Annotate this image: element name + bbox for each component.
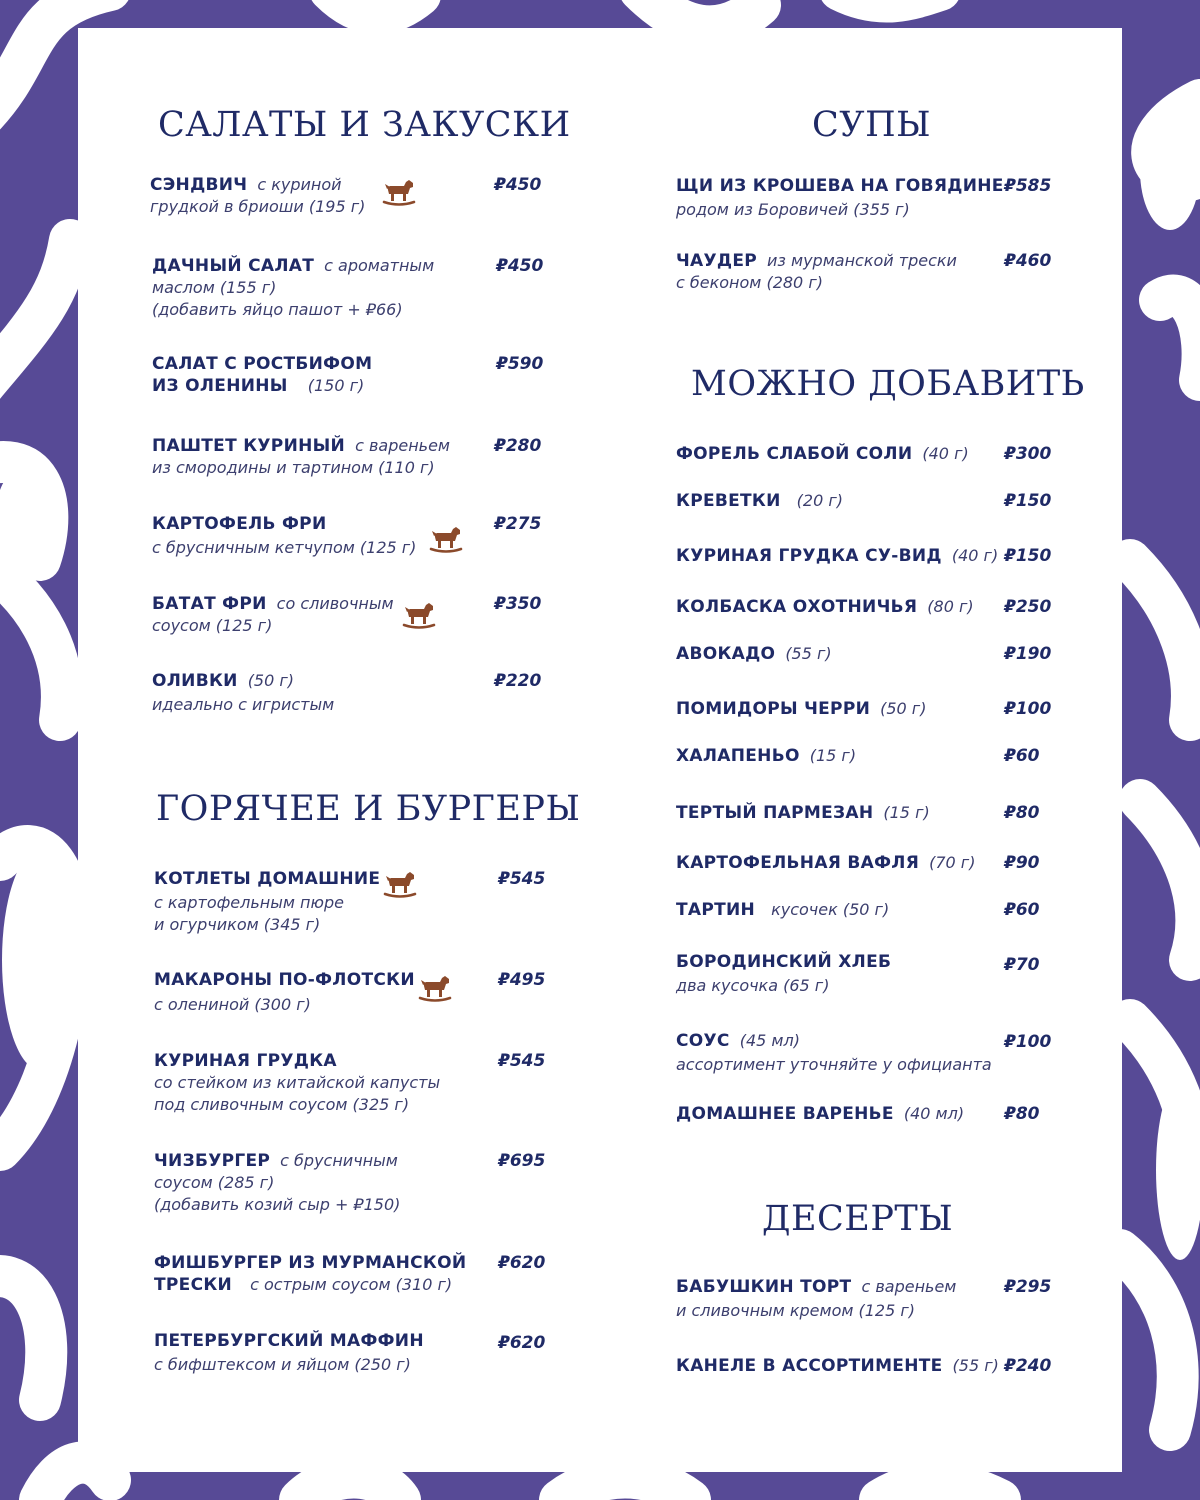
item-name: СОУС [676, 1031, 730, 1051]
item-desc: (45 мл) [739, 1031, 800, 1050]
rocking-horse-icon [429, 523, 463, 553]
menu-item [154, 1050, 440, 1116]
item-detail: под сливочным соусом (325 г) [154, 1095, 410, 1114]
menu-item [154, 969, 415, 1016]
item-desc: со сливочным [276, 594, 394, 613]
item-name: КРЕВЕТКИ [676, 491, 781, 511]
menu-item [676, 951, 891, 997]
item-desc: (40 мл) [903, 1104, 965, 1123]
item-price: ₽450 [494, 175, 542, 195]
item-price: ₽240 [1004, 1356, 1052, 1376]
menu-item [676, 745, 856, 767]
item-name: ЩИ ИЗ КРОШЕВА НА ГОВЯДИНЕ [676, 176, 1004, 196]
rocking-horse-icon [382, 176, 416, 206]
item-price: ₽590 [496, 354, 544, 374]
item-desc: (55 г) [785, 644, 832, 663]
item-price: ₽275 [494, 514, 542, 534]
item-detail: родом из Боровичей (355 г) [676, 200, 910, 219]
menu-item [152, 670, 334, 716]
menu-item [676, 899, 889, 921]
item-name: ФИШБУРГЕР ИЗ МУРМАНСКОЙ [154, 1253, 467, 1273]
item-price: ₽80 [1004, 803, 1040, 823]
item-detail: с картофельным пюре [154, 893, 344, 912]
item-price: ₽620 [498, 1333, 546, 1353]
item-addon-note: (добавить козий сыр + ₽150) [154, 1195, 401, 1214]
menu-item [154, 1330, 424, 1376]
item-price: ₽300 [1004, 444, 1052, 464]
menu-item [152, 353, 372, 397]
item-price: ₽150 [1004, 491, 1052, 511]
rocking-horse-icon [418, 972, 452, 1002]
item-price: ₽100 [1004, 699, 1052, 719]
item-name: КУРИНАЯ ГРУДКА [154, 1051, 337, 1071]
item-name-line2: ИЗ ОЛЕНИНЫ [152, 376, 288, 396]
item-detail: с беконом (280 г) [676, 273, 823, 292]
item-name: КАРТОФЕЛЬ ФРИ [152, 514, 327, 534]
item-name: АВОКАДО [676, 644, 776, 664]
section-title-addons: МОЖНО ДОБАВИТЬ [691, 364, 1085, 404]
menu-item [676, 443, 969, 465]
item-name: ОЛИВКИ [152, 671, 238, 691]
item-price: ₽60 [1004, 900, 1040, 920]
item-detail: идеально с игристым [152, 695, 335, 714]
section-title-salads: САЛАТЫ И ЗАКУСКИ [158, 105, 571, 145]
item-detail: два кусочка (65 г) [676, 976, 830, 995]
item-price: ₽280 [494, 436, 542, 456]
item-detail: соусом (285 г) [154, 1173, 275, 1192]
menu-item [676, 596, 974, 618]
item-price: ₽190 [1004, 644, 1052, 664]
menu-item [152, 513, 416, 559]
item-detail: из смородины и тартином (110 г) [152, 458, 435, 477]
item-price: ₽90 [1004, 853, 1040, 873]
item-desc: с ароматным [324, 256, 435, 275]
menu-item [676, 1355, 999, 1377]
item-name: САЛАТ С РОСТБИФОМ [152, 354, 373, 374]
item-name: КОЛБАСКА ОХОТНИЧЬЯ [676, 597, 918, 617]
item-price: ₽70 [1004, 955, 1040, 975]
item-detail: ассортимент уточняйте у официанта [676, 1055, 992, 1074]
item-name: ДОМАШНЕЕ ВАРЕНЬЕ [676, 1104, 894, 1124]
section-title-desserts: ДЕСЕРТЫ [762, 1199, 954, 1239]
item-desc: с острым соусом (310 г) [250, 1275, 453, 1294]
menu-item [676, 1030, 992, 1076]
menu-item [152, 255, 434, 321]
item-name: КОТЛЕТЫ ДОМАШНИЕ [154, 869, 381, 889]
item-price: ₽695 [498, 1151, 546, 1171]
item-name: ФОРЕЛЬ СЛАБОЙ СОЛИ [676, 444, 913, 464]
item-price: ₽100 [1004, 1032, 1052, 1052]
menu-item [676, 643, 832, 665]
item-detail: и сливочным кремом (125 г) [676, 1301, 916, 1320]
item-desc: с вареньем [861, 1277, 957, 1296]
item-price: ₽545 [498, 1051, 546, 1071]
item-name: КАНЕЛЕ В АССОРТИМЕНТЕ [676, 1356, 943, 1376]
item-name: МАКАРОНЫ ПО-ФЛОТСКИ [154, 970, 415, 990]
item-name: ДАЧНЫЙ САЛАТ [152, 256, 315, 276]
item-detail: с олениной (300 г) [154, 995, 311, 1014]
menu-item [676, 852, 975, 874]
item-desc: с куриной [257, 175, 342, 194]
menu-item [676, 250, 957, 294]
menu-item [152, 593, 394, 637]
item-price: ₽80 [1004, 1104, 1040, 1124]
menu-item [676, 175, 1004, 221]
section-title-soups: СУПЫ [812, 105, 932, 145]
item-name: ПЕТЕРБУРГСКИЙ МАФФИН [154, 1331, 424, 1351]
item-name: ТЕРТЫЙ ПАРМЕЗАН [676, 803, 874, 823]
item-desc: (40 г) [922, 444, 969, 463]
item-name: ЧИЗБУРГЕР [154, 1151, 271, 1171]
item-desc: из мурманской трески [767, 251, 957, 270]
item-price: ₽545 [498, 869, 546, 889]
item-detail: с брусничным кетчупом (125 г) [152, 538, 417, 557]
item-desc: с брусничным [280, 1151, 398, 1170]
section-title-hot: ГОРЯЧЕЕ И БУРГЕРЫ [156, 789, 581, 829]
rocking-horse-icon [383, 868, 417, 898]
menu-item [676, 545, 998, 567]
item-desc: (15 г) [809, 746, 857, 765]
item-price: ₽220 [494, 671, 542, 691]
menu-item [152, 435, 450, 479]
item-desc: (50 г) [880, 699, 927, 718]
item-price: ₽585 [1004, 176, 1052, 196]
item-detail: соусом (125 г) [152, 616, 273, 635]
item-detail: с бифштексом и яйцом (250 г) [154, 1355, 411, 1374]
item-desc: (50 г) [247, 671, 295, 690]
menu-item [154, 868, 380, 936]
item-name: КАРТОФЕЛЬНАЯ ВАФЛЯ [676, 853, 920, 873]
item-price: ₽350 [494, 594, 542, 614]
menu-item [676, 1276, 956, 1322]
item-name: ПОМИДОРЫ ЧЕРРИ [676, 699, 871, 719]
item-name: ЧАУДЕР [676, 251, 758, 271]
item-desc: (40 г) [951, 546, 999, 565]
item-price: ₽250 [1004, 597, 1052, 617]
item-desc: (150 г) [307, 376, 365, 395]
item-name: КУРИНАЯ ГРУДКА СУ-ВИД [676, 546, 942, 566]
item-name: БАТАТ ФРИ [152, 594, 267, 614]
item-name-line2: ТРЕСКИ [154, 1275, 233, 1295]
item-detail: и огурчиком (345 г) [154, 915, 321, 934]
item-price: ₽295 [1004, 1277, 1052, 1297]
item-name: ПАШТЕТ КУРИНЫЙ [152, 436, 346, 456]
item-name: БАБУШКИН ТОРТ [676, 1277, 852, 1297]
item-detail: грудкой в бриоши (195 г) [150, 197, 366, 216]
item-name: БОРОДИНСКИЙ ХЛЕБ [676, 952, 892, 972]
item-desc: (70 г) [929, 853, 976, 872]
item-addon-note: (добавить яйцо пашот + ₽66) [152, 300, 403, 319]
menu-item [676, 698, 926, 720]
menu-item [154, 1150, 400, 1216]
item-desc: (15 г) [883, 803, 930, 822]
item-desc: (80 г) [927, 597, 974, 616]
item-price: ₽620 [498, 1253, 546, 1273]
item-price: ₽450 [496, 256, 544, 276]
menu-item [676, 1103, 964, 1125]
menu-item [676, 490, 843, 512]
menu-item [150, 174, 365, 218]
item-price: ₽150 [1004, 546, 1052, 566]
item-desc: (55 г) [952, 1356, 999, 1375]
item-desc: (20 г) [796, 491, 844, 510]
item-desc: с вареньем [355, 436, 450, 455]
menu-item [154, 1252, 466, 1296]
item-name: ТАРТИН [676, 900, 756, 920]
item-detail: со стейком из китайской капусты [154, 1073, 441, 1092]
item-name: СЭНДВИЧ [150, 175, 248, 195]
item-price: ₽60 [1004, 746, 1040, 766]
item-detail: маслом (155 г) [152, 278, 277, 297]
rocking-horse-icon [402, 599, 436, 629]
menu-item [676, 802, 930, 824]
item-desc: кусочек (50 г) [771, 900, 890, 919]
item-price: ₽460 [1004, 251, 1052, 271]
item-name: ХАЛАПЕНЬО [676, 746, 800, 766]
item-price: ₽495 [498, 970, 546, 990]
